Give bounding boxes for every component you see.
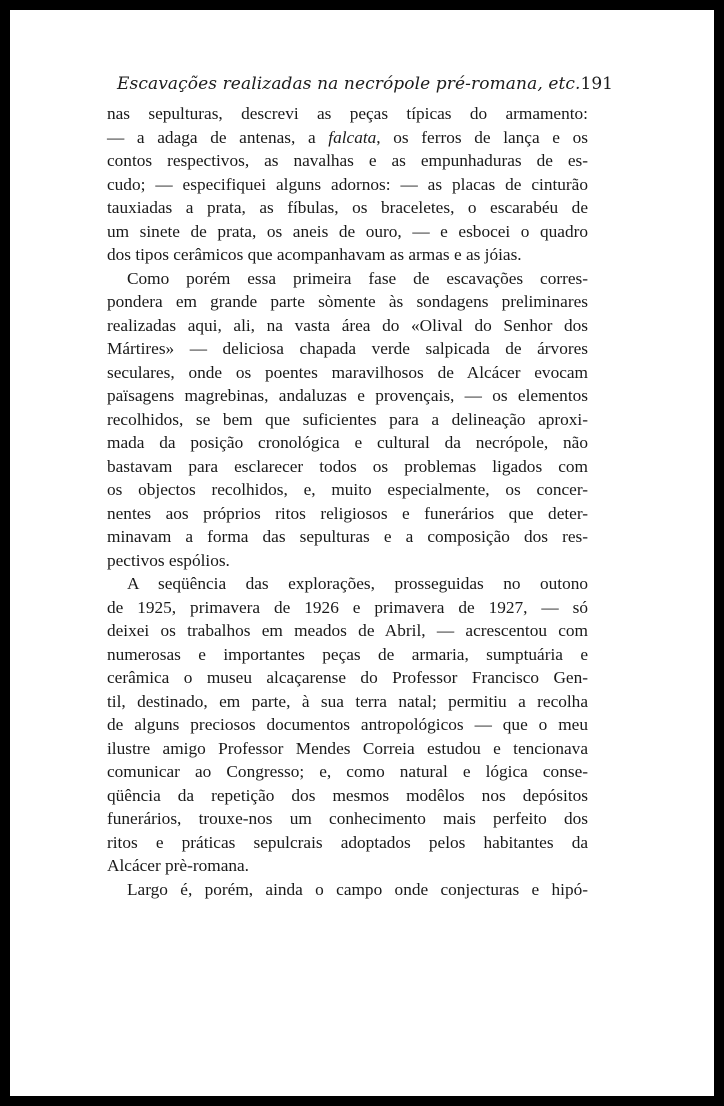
paragraph-2: [107, 267, 588, 573]
text-line: comunicar ao Congresso; e, como natural e lógica conse-: [107, 762, 588, 781]
text-line: numerosas e importantes peças de armaria, sumptuária e: [107, 644, 588, 664]
text-line: païsagens magrebinas, andaluzas e provençais, — os elementos: [107, 386, 588, 405]
text-line: pondera em grande parte sòmente às sondagens preliminares: [107, 292, 588, 311]
text-line: nentes aos próprios ritos religiosos e funerários que deter-: [107, 503, 588, 523]
text-line: cudo; — especifiquei alguns adornos: — as placas de cinturão: [107, 174, 588, 194]
text-line: minavam a forma das sepulturas e a composição dos res-: [107, 527, 588, 546]
text-line: de alguns preciosos documentos antropológicos — que o meu: [107, 715, 588, 734]
text-line: mada da posição cronológica e cultural da necrópole, não: [107, 433, 588, 452]
text-line: contos respectivos, as navalhas e as empunhaduras de es-: [107, 151, 588, 170]
text-line: recolhidos, se bem que suficientes para a delineação aproxi-: [107, 409, 588, 429]
text-line: de 1925, primavera de 1926 e primavera de 1927, — só: [107, 597, 588, 617]
text-line: realizadas aqui, ali, na vasta área do «Olival do Senhor dos: [107, 315, 588, 335]
text-line: seculares, onde os poentes maravilhosos de Alcácer evocam: [107, 362, 588, 382]
text-line: Como porém essa primeira fase de escavações corres-: [127, 268, 588, 288]
body-text: [107, 102, 588, 901]
text-line: Alcácer prè-romana.: [107, 856, 249, 875]
text-line: um sinete de prata, os aneis de ouro, — e esbocei o quadro: [107, 221, 588, 241]
text-line: til, destinado, em parte, à sua terra natal; permitiu a recolha: [107, 691, 588, 711]
paragraph-4: [107, 878, 588, 902]
text-line: nas sepulturas, descrevi as peças típicas do armamento:: [107, 104, 588, 123]
paragraph-1: [107, 102, 588, 267]
text-line: Mártires» — deliciosa chapada verde salpicada de árvores: [107, 339, 588, 358]
text-line: funerários, trouxe-nos um conhecimento mais perfeito dos: [107, 809, 588, 828]
running-title: Escavações realizadas na necrópole pré-romana, etc.: [117, 74, 581, 94]
text-line: cerâmica o museu alcaçarense do Professor Francisco Gen-: [107, 668, 588, 687]
running-head: [117, 74, 613, 94]
text-line: A seqüência das explorações, prosseguidas no outono: [127, 574, 588, 593]
book-page: [10, 10, 714, 1096]
paragraph-3: [107, 572, 588, 878]
text-line: os objectos recolhidos, e, muito especialmente, os concer-: [107, 480, 588, 499]
page-number: 191: [580, 74, 613, 94]
text-line-with-italic: — a adaga de antenas, a falcata, os ferros de lança e os: [107, 127, 588, 147]
text-line: dos tipos cerâmicos que acompanhavam as armas e as jóias.: [107, 245, 522, 264]
text-line: bastavam para esclarecer todos os problemas ligados com: [107, 456, 588, 476]
text-line: qüência da repetição dos mesmos modêlos nos depósitos: [107, 785, 588, 805]
italic-term: falcata: [328, 127, 377, 147]
text-line: tauxiadas a prata, as fíbulas, os braceletes, o escarabéu de: [107, 198, 588, 217]
text-line: deixei os trabalhos em meados de Abril, — acrescentou com: [107, 621, 588, 640]
text-line: ritos e práticas sepulcrais adoptados pelos habitantes da: [107, 832, 588, 852]
text-line: Largo é, porém, ainda o campo onde conjecturas e hipó-: [127, 879, 588, 899]
text-line: ilustre amigo Professor Mendes Correia estudou e tencionava: [107, 738, 588, 758]
text-line: pectivos espólios.: [107, 550, 230, 570]
